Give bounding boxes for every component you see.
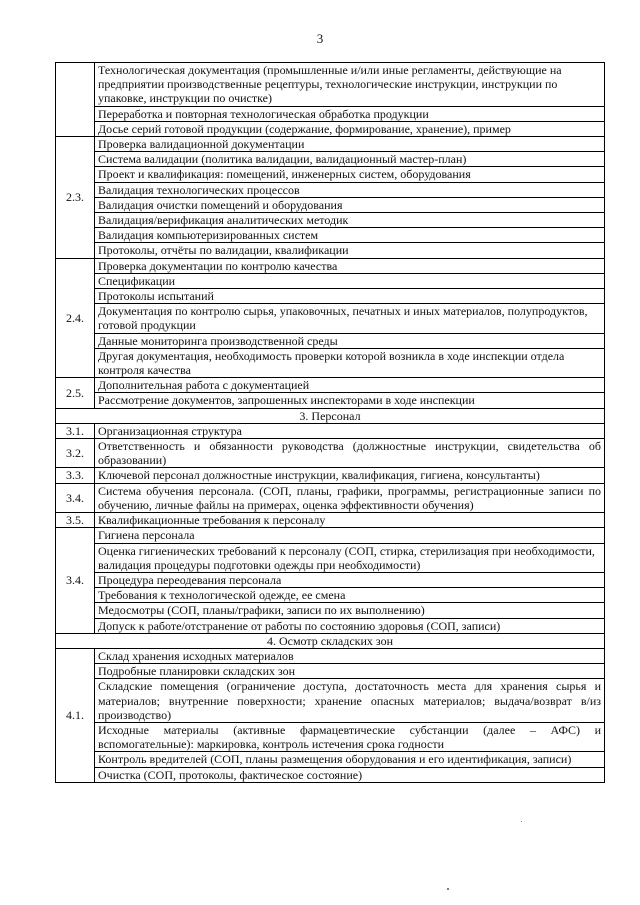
item-text: Гигиена персонала [95, 528, 605, 543]
table-row [56, 304, 605, 333]
item-text: Досье серий готовой продукции (содержание, формирование, хранение), пример [95, 121, 605, 136]
table-row [56, 528, 605, 543]
table-row [56, 572, 605, 587]
table-row [56, 333, 605, 348]
section-row [56, 633, 605, 648]
table-row [56, 243, 605, 258]
item-text: Технологическая документация (промышленные и/или иные регламенты, действующие на предприятии производственные рецептуры, технологические инструкции, инструкции по упаковке, инструкции по очистке) [95, 63, 605, 107]
table-row [56, 258, 605, 273]
table-row [56, 348, 605, 377]
item-text: Протоколы испытаний [95, 289, 605, 304]
item-text: Ключевой персонал должностные инструкции, квалификация, гигиена, консультанты) [95, 468, 605, 483]
item-number: 4.1. [56, 648, 95, 782]
table-body [56, 63, 605, 783]
scan-speck [447, 888, 449, 890]
table-row [56, 679, 605, 723]
item-text: Проверка валидационной документации [95, 137, 605, 152]
item-number: 2.3. [56, 137, 95, 259]
table-row [56, 603, 605, 618]
item-number: 2.5. [56, 378, 95, 408]
table-row [56, 468, 605, 483]
item-text: Склад хранения исходных материалов [95, 648, 605, 663]
item-text: Другая документация, необходимость проверки которой возникла в ходе инспекции отдела контроля качества [95, 348, 605, 377]
item-text: Данные мониторинга производственной среды [95, 333, 605, 348]
table-row [56, 213, 605, 228]
page-number: 3 [316, 31, 324, 46]
item-number: 3.2. [56, 439, 95, 468]
item-number: 3.1. [56, 423, 95, 438]
item-text: Валидация/верификация аналитических методик [95, 213, 605, 228]
table-row [56, 197, 605, 212]
table-row [56, 588, 605, 603]
item-text: Допуск к работе/отстранение от работы по состоянию здоровья (СОП, записи) [95, 618, 605, 633]
table-row [56, 618, 605, 633]
table-row [56, 423, 605, 438]
table-row [56, 378, 605, 393]
item-text: Переработка и повторная технологическая обработка продукции [95, 106, 605, 121]
item-text: Спецификации [95, 273, 605, 288]
item-text: Процедура переодевания персонала [95, 572, 605, 587]
item-text: Ответственность и обязанности руководства (должностные инструкции, свидетельства об образовании) [95, 439, 605, 468]
item-text: Проект и квалификация: помещений, инженерных систем, оборудования [95, 167, 605, 182]
table-row [56, 513, 605, 528]
section-title: 4. Осмотр складских зон [56, 633, 605, 648]
table-row [56, 137, 605, 152]
item-text: Медосмотры (СОП, планы/графики, записи по их выполнению) [95, 603, 605, 618]
table-row [56, 167, 605, 182]
item-text: Валидация компьютеризированных систем [95, 228, 605, 243]
item-number: 3.4. [56, 483, 95, 512]
table-row [56, 393, 605, 408]
item-text: Валидация очистки помещений и оборудования [95, 197, 605, 212]
item-number: 3.3. [56, 468, 95, 483]
item-text: Дополнительная работа с документацией [95, 378, 605, 393]
section-title: 3. Персонал [56, 408, 605, 423]
item-text: Оценка гигиенических требований к персоналу (СОП, стирка, стерилизация при необходимости, валидация процедуры подготовки одежды при необходимости) [95, 543, 605, 572]
table-row [56, 182, 605, 197]
item-text: Исходные материалы (активные фармацевтические субстанции (далее – АФС) и вспомогательные): маркировка, контроль истечения срока годности [95, 722, 605, 751]
table-row [56, 483, 605, 512]
table-row [56, 152, 605, 167]
item-number: 3.5. [56, 513, 95, 528]
table-row [56, 664, 605, 679]
item-text: Подробные планировки складских зон [95, 664, 605, 679]
table-row [56, 767, 605, 782]
inspection-table [55, 62, 605, 783]
table-row [56, 543, 605, 572]
item-number [56, 63, 95, 137]
table-row [56, 121, 605, 136]
table-row [56, 228, 605, 243]
item-text: Система обучения персонала. (СОП, планы, графики, программы, регистрационные записи по обучению, личные файлы на примерах, оценка эффективности обучения) [95, 483, 605, 512]
item-text: Система валидации (политика валидации, валидационный мастер-план) [95, 152, 605, 167]
item-text: Контроль вредителей (СОП, планы размещения оборудования и его идентификация, записи) [95, 752, 605, 767]
scan-speck [521, 821, 522, 822]
item-text: Организационная структура [95, 423, 605, 438]
item-text: Документация по контролю сырья, упаковочных, печатных и иных материалов, полупродуктов, готовой продукции [95, 304, 605, 333]
table-row [56, 106, 605, 121]
table-row [56, 273, 605, 288]
table-row [56, 439, 605, 468]
item-number: 2.4. [56, 258, 95, 378]
table-row [56, 752, 605, 767]
section-row [56, 408, 605, 423]
item-text: Складские помещения (ограничение доступа, достаточность места для хранения сырья и материалов; внутренние поверхности; хранение опасных материалов; выдача/возврат в/из производство) [95, 679, 605, 723]
item-text: Требования к технологической одежде, ее смена [95, 588, 605, 603]
table-row [56, 648, 605, 663]
item-number: 3.4. [56, 528, 95, 633]
item-text: Валидация технологических процессов [95, 182, 605, 197]
table-row [56, 289, 605, 304]
item-text: Проверка документации по контролю качества [95, 258, 605, 273]
item-text: Квалификационные требования к персоналу [95, 513, 605, 528]
item-text: Рассмотрение документов, запрошенных инспекторами в ходе инспекции [95, 393, 605, 408]
item-text: Очистка (СОП, протоколы, фактическое состояние) [95, 767, 605, 782]
table-row [56, 722, 605, 751]
item-text: Протоколы, отчёты по валидации, квалификации [95, 243, 605, 258]
table-row [56, 63, 605, 107]
